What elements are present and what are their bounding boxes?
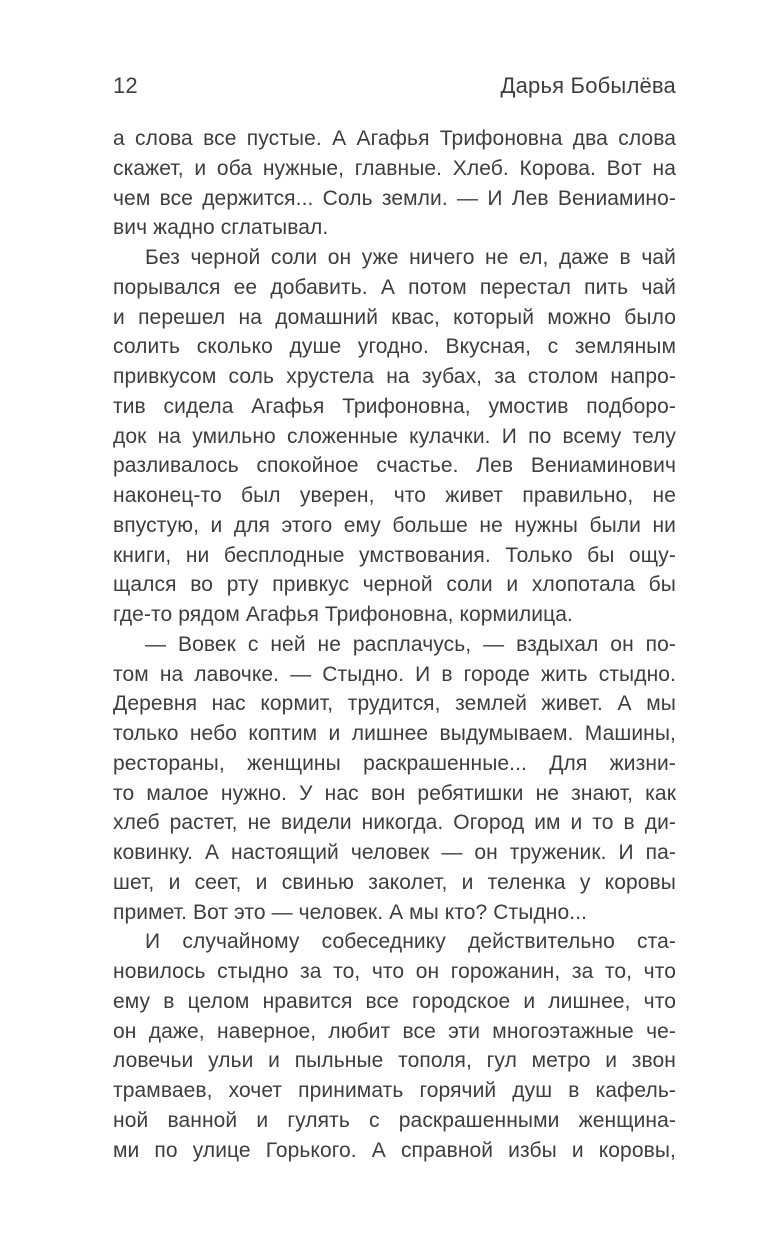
text-line: — Вовек с ней не расплачусь, — вздыхал он по-	[145, 632, 676, 656]
text-line: книги, ни бесплодные умствования. Только бы ощу-	[113, 543, 676, 567]
text-line: разливалось спокойное счастье. Лев Вениаминович	[113, 454, 676, 478]
text-line: привкусом соль хрустела на зубах, за столом напро-	[113, 365, 676, 388]
text-line: вич жадно сглатывал.	[113, 216, 329, 240]
text-line: впустую, и для этого ему больше не нужны были ни	[113, 513, 676, 537]
text-line: чем все держится... Соль земли. — И Лев Вениамино-	[113, 186, 676, 210]
text-line: щался во рту привкус черной соли и хлопотала бы	[113, 573, 676, 597]
text-line: ловечьи ульи и пыльные тополя, гул метро и звон	[113, 1049, 676, 1073]
text-line: скажет, и оба нужные, главные. Хлеб. Корова. Вот на	[113, 156, 676, 180]
paragraph	[113, 243, 676, 630]
text-line: ми по улице Горького. А справной избы и коровы,	[113, 1138, 676, 1162]
text-line: трамваев, хочет принимать горячий душ в кафель-	[113, 1079, 676, 1102]
running-head-author: Дарья Бобылёва	[500, 73, 676, 98]
text-line: то малое нужно. У нас вон ребятишки не знают, как	[113, 781, 676, 805]
text-line: ему в целом нравится все городское и лишнее, что	[113, 989, 676, 1013]
text-line: том на лавочке. — Стыдно. И в городе жить стыдно.	[113, 662, 676, 686]
body-text	[113, 124, 676, 1165]
paragraph	[113, 630, 676, 928]
text-line: порывался ее добавить. А потом перестал пить чай	[113, 275, 676, 299]
text-line: только небо коптим и лишнее выдумываем. Машины,	[113, 722, 676, 745]
text-line: а слова все пустые. А Агафья Трифоновна два слова	[113, 127, 676, 150]
page-header	[113, 73, 676, 99]
text-line: ной ванной и гулять с раскрашенными женщина-	[113, 1108, 676, 1132]
paragraph	[113, 124, 676, 243]
text-line: примет. Вот это — человек. А мы кто? Стыдно...	[113, 900, 588, 924]
text-line: шет, и сеет, и свинью заколет, и теленка у коровы	[113, 870, 676, 894]
text-line: наконец-то был уверен, что живет правильно, не	[113, 484, 676, 507]
page-number: 12	[113, 73, 138, 98]
text-line: ковинку. А настоящий человек — он труженик. И па-	[113, 841, 676, 864]
text-line: он даже, наверное, любит все эти многоэтажные че-	[113, 1019, 676, 1043]
text-line: и перешел на домашний квас, который можно было	[113, 305, 676, 329]
text-line: хлеб растет, не видели никогда. Огород им и то в ди-	[113, 811, 676, 835]
text-line: док на умильно сложенные кулачки. И по всему телу	[113, 424, 676, 448]
text-line: тив сидела Агафья Трифоновна, умостив подборо-	[113, 394, 676, 418]
text-line: новилось стыдно за то, что он горожанин, за то, что	[113, 960, 676, 983]
text-line: рестораны, женщины раскрашенные... Для жизни-	[113, 751, 676, 775]
text-line: Без черной соли он уже ничего не ел, даже в чай	[145, 246, 676, 269]
text-line: солить сколько душе угодно. Вкусная, с земляным	[113, 335, 676, 359]
text-line: И случайному собеседнику действительно ста-	[145, 930, 676, 954]
text-line: Деревня нас кормит, трудится, землей живет. А мы	[113, 692, 676, 716]
paragraph	[113, 927, 676, 1165]
text-line: где-то рядом Агафья Трифоновна, кормилица.	[113, 603, 573, 626]
